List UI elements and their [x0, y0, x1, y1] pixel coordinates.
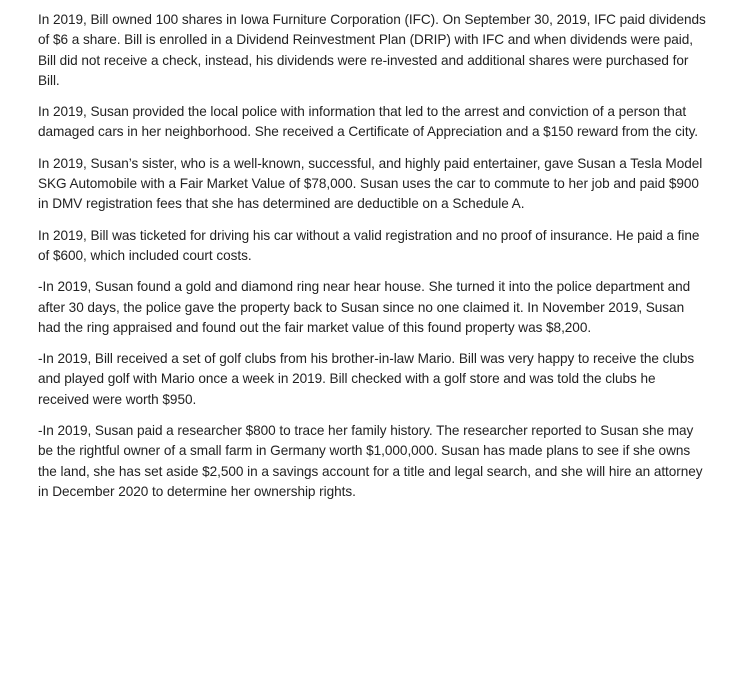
paragraph-police-reward: In 2019, Susan provided the local police with information that led to the arrest and conviction of a person that damaged cars in her neighborhood. She received a Certificate of Appreciation and a $150 reward from the city. [38, 104, 699, 140]
paragraph-tesla-gift: In 2019, Susan’s sister, who is a well-known, successful, and highly paid entertainer, gave Susan a Tesla Model SKG Automobile with a Fair Market Value of $78,000. Susan uses the car to commute to her job and paid $900 in DMV registration fees that she has determined are deductible on a Schedule A. [38, 155, 703, 212]
paragraph-found-ring: -In 2019, Susan found a gold and diamond ring near hear house. She turned it into the police department and after 30 days, the police gave the property back to Susan since no one claimed it. In November 2019, Susan had the ring appraised and found out the fair market value of this found property was $8,200. [38, 279, 691, 335]
paragraph-traffic-fine: In 2019, Bill was ticketed for driving his car without a valid registration and no proof of insurance. He paid a fine of $600, which included court costs. [38, 227, 700, 263]
paragraph-dividends: In 2019, Bill owned 100 shares in Iowa Furniture Corporation (IFC). On September 30, 2019, IFC paid dividends of $6 a share. Bill is enrolled in a Dividend Reinvestment Plan (DRIP) with IFC and when dividends were paid, Bill did not receive a check, instead, his dividends were re-invested and additional shares were purchased for Bill. [38, 12, 706, 88]
paragraph-family-research: -In 2019, Susan paid a researcher $800 to trace her family history. The researcher reported to Susan she may be the rightful owner of a small farm in Germany worth $1,000,000. Susan has made plans to see if she owns the land, she has set aside $2,500 in a savings account for a title and legal search, and she will hire an attorney in December 2020 to determine her ownership rights. [38, 423, 703, 499]
document-body [38, 10, 710, 513]
paragraph-golf-clubs: -In 2019, Bill received a set of golf clubs from his brother-in-law Mario. Bill was very happy to receive the clubs and played golf with Mario once a week in 2019. Bill checked with a golf store and was told the clubs he received were worth $950. [38, 351, 695, 407]
